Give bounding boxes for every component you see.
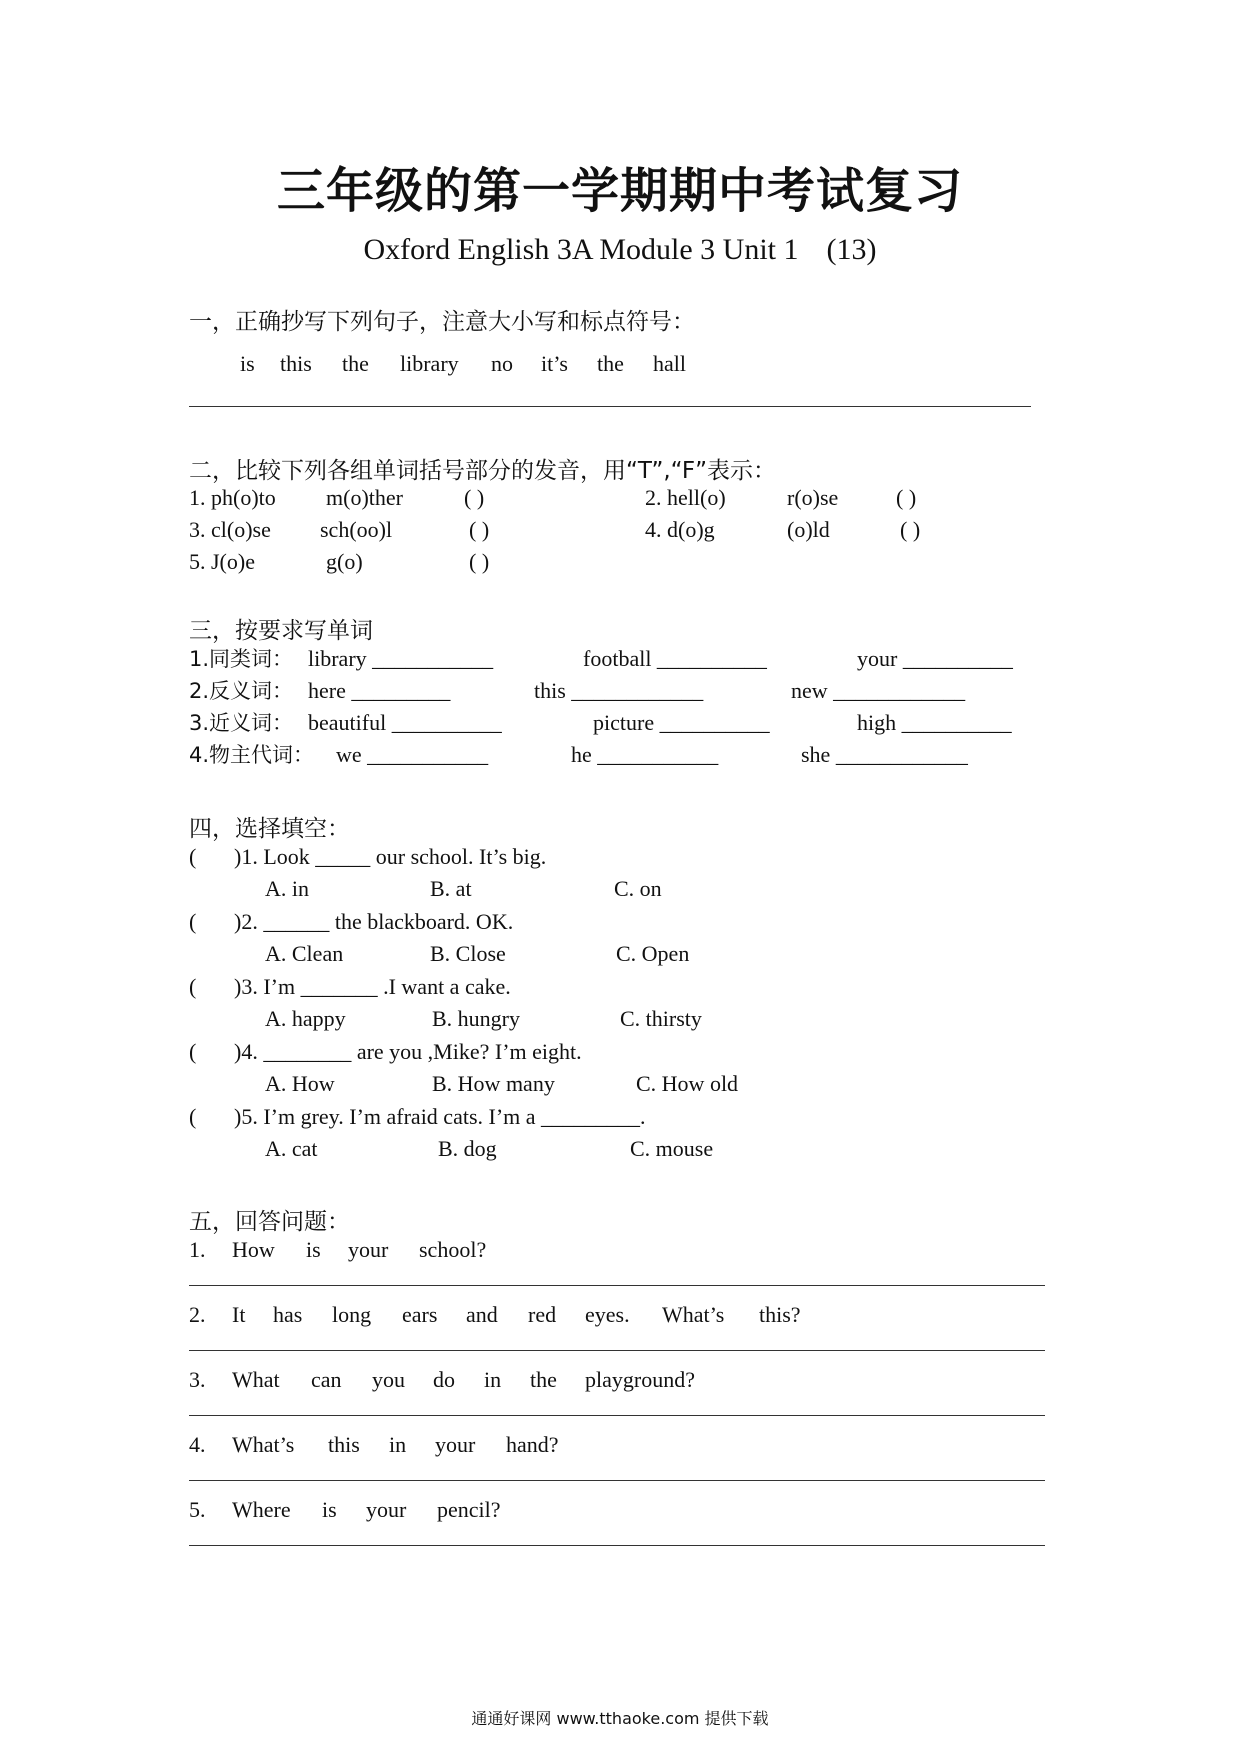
s4-stem: )1. Look _____ our school. It’s big. xyxy=(234,844,547,869)
s2-row xyxy=(0,484,1240,512)
s2-answer-bracket[interactable]: ( ) xyxy=(469,517,490,542)
s3-label: 4.物主代词： xyxy=(189,743,315,767)
s5-word: What’s xyxy=(232,1432,295,1457)
s3-word[interactable]: picture __________ xyxy=(593,710,770,735)
s4-question xyxy=(0,1103,1240,1131)
s4-option-b[interactable]: B. dog xyxy=(438,1136,497,1161)
subtitle-main: Oxford English 3A Module 3 Unit 1 xyxy=(363,233,799,266)
s3-row xyxy=(0,677,1240,705)
s4-question xyxy=(0,973,1240,1001)
s5-word: Where xyxy=(232,1497,291,1522)
s2-row xyxy=(0,516,1240,544)
s5-question xyxy=(0,1431,1240,1459)
s5-word: is xyxy=(306,1237,321,1262)
s3-row xyxy=(0,645,1240,673)
s4-answer-paren[interactable]: ( xyxy=(189,1039,197,1064)
s4-options xyxy=(0,1070,1240,1098)
s4-question xyxy=(0,908,1240,936)
s4-option-b[interactable]: B. hungry xyxy=(432,1006,520,1031)
s3-word[interactable]: here _________ xyxy=(308,678,451,703)
s5-word: eyes. xyxy=(585,1302,630,1327)
s5-word: in xyxy=(389,1432,407,1457)
s4-option-a[interactable]: A. How xyxy=(265,1071,335,1096)
s4-answer-paren[interactable]: ( xyxy=(189,844,197,869)
s4-option-a[interactable]: A. in xyxy=(265,876,309,901)
s2-row xyxy=(0,548,1240,576)
s3-word[interactable]: football __________ xyxy=(583,646,767,671)
s3-word[interactable]: high __________ xyxy=(857,710,1012,735)
s4-option-c[interactable]: C. Open xyxy=(616,941,690,966)
s4-option-c[interactable]: C. mouse xyxy=(630,1136,714,1161)
s5-word: is xyxy=(322,1497,337,1522)
s1-word: it’s xyxy=(541,351,568,376)
s5-number: 3. xyxy=(189,1367,206,1392)
s5-number: 2. xyxy=(189,1302,206,1327)
s4-option-b[interactable]: B. at xyxy=(430,876,472,901)
s2-item-word1: 2. hell(o) xyxy=(645,485,726,510)
s2-item-word2: m(o)ther xyxy=(326,485,403,510)
section1-sentence xyxy=(0,350,1240,378)
s2-answer-bracket[interactable]: ( ) xyxy=(464,485,485,510)
s2-answer-bracket[interactable]: ( ) xyxy=(469,549,490,574)
s5-word: has xyxy=(273,1302,303,1327)
s5-question xyxy=(0,1366,1240,1394)
section4-heading: 四，选择填空： xyxy=(189,816,350,842)
s3-word[interactable]: she ____________ xyxy=(801,742,968,767)
s4-option-c[interactable]: C. How old xyxy=(636,1071,739,1096)
s4-question xyxy=(0,1038,1240,1066)
s2-item-word1: 3. cl(o)se xyxy=(189,517,271,542)
s2-answer-bracket[interactable]: ( ) xyxy=(900,517,921,542)
s3-word[interactable]: he ___________ xyxy=(571,742,719,767)
s5-number: 1. xyxy=(189,1237,206,1262)
s4-stem: )5. I’m grey. I’m afraid cats. I’m a _________. xyxy=(234,1104,646,1129)
footer-credit: 通通好课网 www.tthaoke.com 提供下载 xyxy=(471,1709,769,1728)
s2-item-word2: sch(oo)l xyxy=(320,517,393,542)
s1-word: the xyxy=(597,351,624,376)
s5-word: pencil? xyxy=(437,1497,501,1522)
s2-item-word2: (o)ld xyxy=(787,517,830,542)
s2-item-word2: r(o)se xyxy=(787,485,839,510)
s3-word[interactable]: your __________ xyxy=(857,646,1013,671)
page-subtitle xyxy=(0,233,1240,267)
answer-line[interactable] xyxy=(189,1285,1045,1286)
s4-options xyxy=(0,940,1240,968)
s4-option-a[interactable]: A. Clean xyxy=(265,941,344,966)
section1-heading: 一，正确抄写下列句子，注意大小写和标点符号： xyxy=(189,309,695,335)
s5-word: this xyxy=(328,1432,360,1457)
s4-question xyxy=(0,843,1240,871)
s3-word[interactable]: this ____________ xyxy=(534,678,704,703)
s5-number: 5. xyxy=(189,1497,206,1522)
s5-question xyxy=(0,1496,1240,1524)
s5-word: How xyxy=(232,1237,275,1262)
subtitle-number: (13) xyxy=(826,233,877,266)
s3-label: 1.同类词： xyxy=(189,647,294,671)
s4-options xyxy=(0,1005,1240,1033)
s4-option-a[interactable]: A. happy xyxy=(265,1006,346,1031)
s1-word: hall xyxy=(653,351,686,376)
s2-item-word2: g(o) xyxy=(326,549,363,574)
s5-word: your xyxy=(348,1237,389,1262)
s1-word: no xyxy=(491,351,513,376)
s3-word[interactable]: new ____________ xyxy=(791,678,966,703)
s5-word: this? xyxy=(759,1302,801,1327)
s5-word: ears xyxy=(402,1302,438,1327)
s5-word: hand? xyxy=(506,1432,559,1457)
s5-word: your xyxy=(366,1497,407,1522)
s4-option-a[interactable]: A. cat xyxy=(265,1136,318,1161)
s2-item-word1: 1. ph(o)to xyxy=(189,485,276,510)
s4-option-b[interactable]: B. How many xyxy=(432,1071,555,1096)
s4-option-b[interactable]: B. Close xyxy=(430,941,506,966)
s5-word: What’s xyxy=(662,1302,725,1327)
section5-heading: 五，回答问题： xyxy=(189,1209,350,1235)
s5-word: can xyxy=(311,1367,342,1392)
s2-item-word1: 5. J(o)e xyxy=(189,549,255,574)
page-title: 三年级的第一学期期中考试复习 xyxy=(276,163,963,219)
s3-word[interactable]: beautiful __________ xyxy=(308,710,502,735)
s1-word: library xyxy=(400,351,459,376)
s1-word: is xyxy=(240,351,255,376)
s4-stem: )4. ________ are you ,Mike? I’m eight. xyxy=(234,1039,582,1064)
s4-answer-paren[interactable]: ( xyxy=(189,909,197,934)
s5-word: your xyxy=(435,1432,476,1457)
s1-word: this xyxy=(280,351,312,376)
s3-word[interactable]: we ___________ xyxy=(336,742,489,767)
s4-stem: )2. ______ the blackboard. OK. xyxy=(234,909,514,934)
answer-line[interactable] xyxy=(189,1545,1045,1546)
s3-word[interactable]: library ___________ xyxy=(308,646,494,671)
s4-option-c[interactable]: C. thirsty xyxy=(620,1006,702,1031)
s2-answer-bracket[interactable]: ( ) xyxy=(896,485,917,510)
s5-word: in xyxy=(484,1367,502,1392)
s3-label: 2.反义词： xyxy=(189,679,294,703)
s5-word: long xyxy=(332,1302,372,1327)
s5-word: do xyxy=(433,1367,455,1392)
s5-word: you xyxy=(372,1367,405,1392)
answer-line[interactable] xyxy=(189,1480,1045,1481)
s4-answer-paren[interactable]: ( xyxy=(189,1104,197,1129)
s5-word: What xyxy=(232,1367,280,1392)
s5-word: school? xyxy=(419,1237,487,1262)
section2-heading: 二，比较下列各组单词括号部分的发音，用“T”,“F”表示： xyxy=(189,458,777,484)
s5-word: It xyxy=(232,1302,246,1327)
s5-number: 4. xyxy=(189,1432,206,1457)
s4-stem: )3. I’m _______ .I want a cake. xyxy=(234,974,511,999)
s5-question xyxy=(0,1301,1240,1329)
answer-line[interactable] xyxy=(189,406,1031,407)
s3-row xyxy=(0,741,1240,769)
s4-options xyxy=(0,875,1240,903)
answer-line[interactable] xyxy=(189,1415,1045,1416)
s5-question xyxy=(0,1236,1240,1264)
s5-word: and xyxy=(466,1302,498,1327)
answer-line[interactable] xyxy=(189,1350,1045,1351)
s1-word: the xyxy=(342,351,369,376)
s5-word: playground? xyxy=(585,1367,695,1392)
s4-option-c[interactable]: C. on xyxy=(614,876,662,901)
s3-row xyxy=(0,709,1240,737)
s3-label: 3.近义词： xyxy=(189,711,294,735)
s5-word: red xyxy=(528,1302,557,1327)
section3-heading: 三，按要求写单词 xyxy=(189,618,373,644)
s2-item-word1: 4. d(o)g xyxy=(645,517,715,542)
s4-answer-paren[interactable]: ( xyxy=(189,974,197,999)
s4-options xyxy=(0,1135,1240,1163)
s5-word: the xyxy=(530,1367,557,1392)
